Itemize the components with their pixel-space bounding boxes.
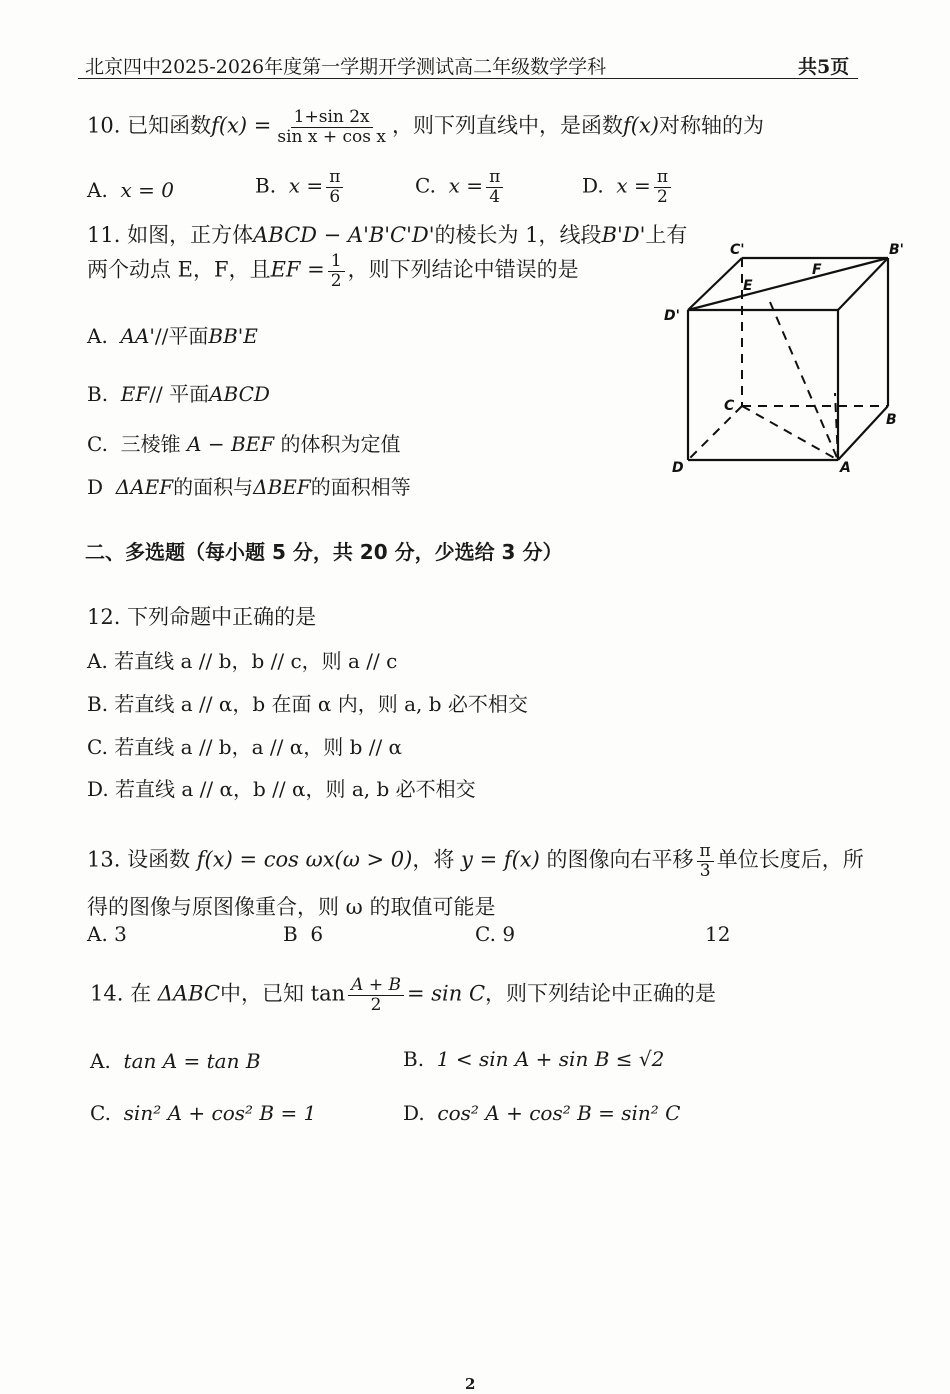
label-f: F [812, 262, 822, 278]
q12-option-a: A. 若直线 a // b，b // c，则 a // c [87, 649, 398, 673]
q12-option-d: D. 若直线 a // α，b // α，则 a, b 必不相交 [87, 777, 476, 801]
q12-option-c: C. 若直线 a // b，a // α，则 b // α [87, 735, 403, 759]
q10-option-a: A. x = 0 [87, 178, 175, 202]
edge-a-b [838, 406, 888, 460]
q10-option-b: B. x = $\frac{\pi}{6}$ [255, 168, 346, 206]
q11-stem-line1: 11. 如图，正方体ABCD − A'B'C'D'的棱长为 1，线段B'D'上有 [87, 223, 688, 247]
label-b: B [886, 412, 897, 428]
page-count: 共5页 [798, 56, 850, 78]
q10-option-d: D. x = $\frac{\pi}{2}$ [582, 168, 674, 206]
q13-option-a: A. 3 [87, 922, 127, 946]
q10-option-c: C. x = $\frac{\pi}{4}$ [415, 168, 506, 206]
label-e: E [743, 278, 753, 294]
exam-header-title: 北京四中2025-2026年度第一学期开学测试高二年级数学学科 [85, 56, 607, 78]
header-divider [78, 78, 858, 79]
q11-option-c: C. 三棱锥 A − BEF 的体积为定值 [87, 432, 401, 456]
label-a: A [840, 460, 851, 476]
label-cprime: C' [730, 242, 745, 258]
q14-stem: 14. 在 ΔABC中，已知 tan $\frac{A + B}{2}$ = sin C，则下列结论中正确的是 [90, 975, 717, 1015]
section-heading-multiple-choice: 二、多选题（每小题 5 分，共 20 分，少选给 3 分） [85, 540, 563, 564]
label-c: C [724, 398, 735, 414]
segment-bprime-dprime [688, 258, 888, 310]
q12-option-b: B. 若直线 a // α，b 在面 α 内，则 a, b 必不相交 [87, 692, 528, 716]
q13-option-c: C. 9 [475, 922, 516, 946]
hidden-edge-c-d [688, 406, 742, 460]
edge-front-bprime [838, 258, 888, 310]
label-dprime: D' [664, 308, 680, 324]
page-number: 2 [465, 1375, 476, 1393]
q13-stem-line2: 得的图像与原图像重合，则 ω 的取值可能是 [87, 895, 496, 919]
q14-option-c: C. sin² A + cos² B = 1 [90, 1101, 317, 1125]
cube-figure [660, 238, 910, 483]
hidden-segment-e-a [770, 302, 838, 460]
q10-stem: 10. 已知函数f(x) = $\frac{1+\sin 2x}{\text{sin x + cos x}}$ ，则下列直线中，是函数f(x)对称轴的为 [87, 107, 764, 147]
hidden-segment-c-a [742, 406, 838, 460]
q13-option-d: 12 [705, 922, 731, 946]
q14-option-b: B. 1 < sin A + sin B ≤ √2 [403, 1047, 665, 1071]
q12-stem: 12. 下列命题中正确的是 [87, 605, 317, 629]
q11-stem-line2: 两个动点 E，F，且EF = $\frac{1}{2}$ ，则下列结论中错误的是 [87, 251, 579, 291]
q11-option-d: D ΔAEF的面积与ΔBEF的面积相等 [87, 475, 411, 499]
q11-option-a: A. AA'//平面BB'E [87, 324, 258, 348]
q13-stem-line1: 13. 设函数 f(x) = cos ωx(ω > 0)，将 y = f(x) 的图像向右平移 $\frac{\pi}{3}$ 单位长度后，所 [87, 841, 864, 881]
label-bprime: B' [889, 242, 904, 258]
label-d: D [672, 460, 684, 476]
q14-option-d: D. cos² A + cos² B = sin² C [403, 1101, 681, 1125]
q14-option-a: A. tan A = tan B [90, 1049, 261, 1073]
q13-option-b: B 6 [283, 922, 324, 946]
q11-option-b: B. EF// 平面ABCD [87, 382, 270, 406]
